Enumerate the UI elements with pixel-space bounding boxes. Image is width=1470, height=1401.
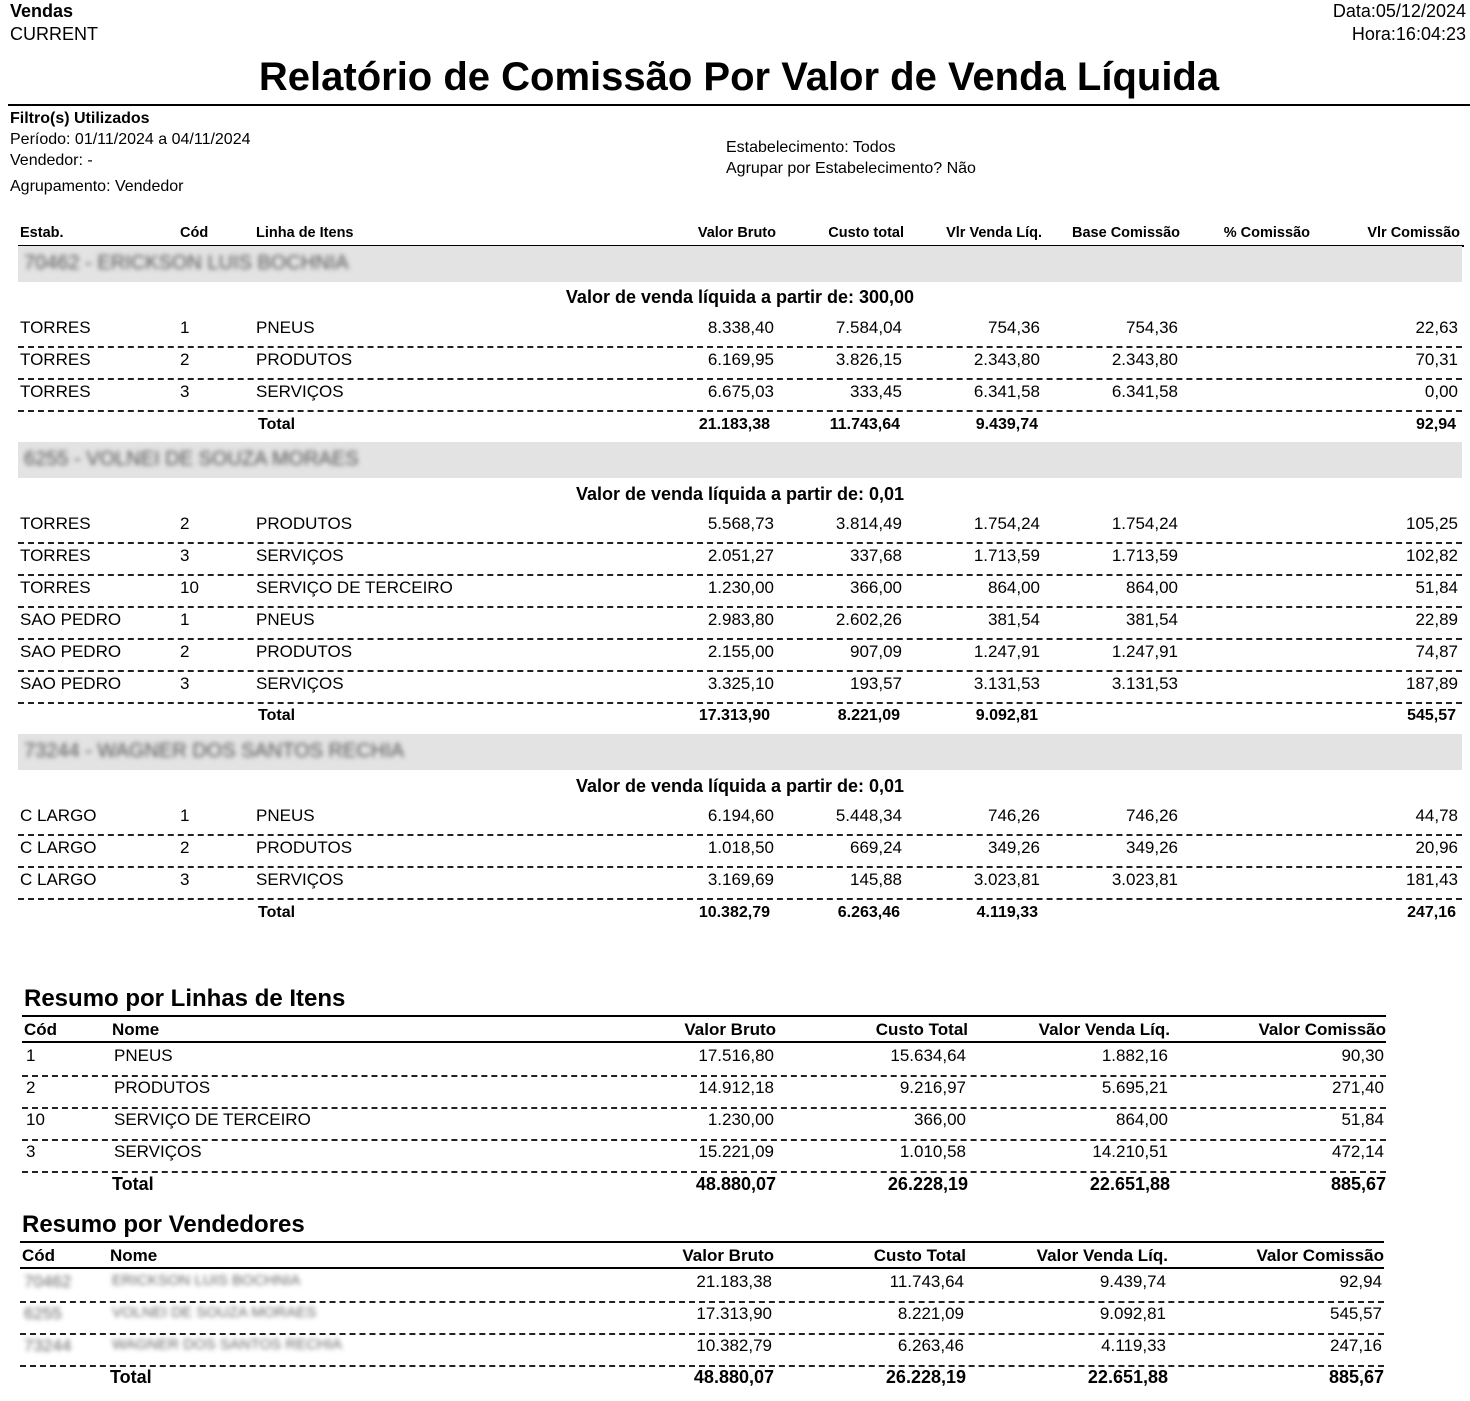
- cell-base: 754,36: [1126, 318, 1178, 337]
- cell-linha: PRODUTOS: [256, 642, 353, 661]
- table-row: [18, 510, 1462, 544]
- cell-custo: 1.010,58: [899, 1142, 966, 1161]
- cell-venda-liq: 5.695,21: [1101, 1078, 1168, 1097]
- cell-comissao: 20,96: [1415, 838, 1458, 857]
- cell-valor-bruto: 3.325,10: [707, 674, 774, 693]
- cell-nome: SERVIÇO DE TERCEIRO: [114, 1110, 311, 1129]
- cell-venda-liq: 746,26: [988, 806, 1040, 825]
- cell-venda-liq: 3.131,53: [973, 674, 1040, 693]
- threshold-label: Valor de venda líquida a partir de: 300,00: [565, 287, 915, 307]
- summary-lines-row: [22, 1107, 1386, 1141]
- cell-comissao: 22,63: [1415, 318, 1458, 337]
- cell-estab: TORRES: [20, 318, 91, 337]
- total-custo: 26.228,19: [885, 1367, 966, 1387]
- col-custo-total: Custo Total: [873, 1246, 966, 1265]
- col-pct-comissao: % Comissão: [1223, 225, 1310, 241]
- cell-valor-bruto: 17.516,80: [698, 1046, 774, 1065]
- report-date: Data:05/12/2024: [1332, 1, 1466, 21]
- cell-valor-bruto: 2.051,27: [707, 546, 774, 565]
- cell-estab: TORRES: [20, 350, 91, 369]
- cell-nome: WAGNER DOS SANTOS RECHIA: [112, 1336, 343, 1353]
- cell-linha: PNEUS: [256, 806, 315, 825]
- cell-valor-bruto: 1.230,00: [707, 1110, 774, 1129]
- col-estab: Estab.: [20, 225, 64, 241]
- col-base-comissao: Base Comissão: [1072, 225, 1180, 241]
- cell-custo: 8.221,09: [897, 1304, 964, 1323]
- cell-venda-liq: 864,00: [1116, 1110, 1168, 1129]
- col-nome: Nome: [110, 1246, 158, 1265]
- filters-heading: Filtro(s) Utilizados: [10, 110, 150, 127]
- summary-sellers-row: [20, 1269, 1384, 1303]
- table-row: [18, 542, 1462, 576]
- cell-custo: 145,88: [850, 870, 902, 889]
- summary-sellers-row: [20, 1301, 1384, 1335]
- total-valor-bruto: 17.313,90: [698, 707, 770, 724]
- cell-valor-bruto: 8.338,40: [707, 318, 774, 337]
- cell-cod: 1: [26, 1046, 36, 1065]
- col-cod: Cód: [24, 1020, 58, 1039]
- table-row: [18, 378, 1462, 412]
- cell-base: 3.023,81: [1111, 870, 1178, 889]
- total-comissao: 545,57: [1407, 707, 1456, 724]
- cell-nome: ERICKSON LUIS BOCHNIA: [112, 1272, 301, 1289]
- col-custo-total: Custo Total: [875, 1020, 968, 1039]
- col-valor-comissao: Valor Comissão: [1256, 1246, 1384, 1265]
- threshold-label: Valor de venda líquida a partir de: 0,01: [575, 776, 905, 796]
- cell-venda-liq: 14.210,51: [1092, 1142, 1168, 1161]
- cell-venda-liq: 1.713,59: [973, 546, 1040, 565]
- cell-custo: 366,00: [850, 578, 902, 597]
- cell-venda-liq: 6.341,58: [973, 382, 1040, 401]
- cell-nome: VOLNEI DE SOUZA MORAES: [112, 1304, 317, 1321]
- summary-lines-total: [22, 1171, 1386, 1203]
- total-label: Total: [112, 1174, 154, 1194]
- cell-nome: PRODUTOS: [114, 1078, 211, 1097]
- cell-custo: 337,68: [850, 546, 902, 565]
- total-label: Total: [258, 707, 296, 724]
- cell-comissao: 0,00: [1424, 382, 1458, 401]
- total-comissao: 92,94: [1415, 416, 1456, 433]
- cell-comissao: 51,84: [1415, 578, 1458, 597]
- cell-custo: 669,24: [850, 838, 902, 857]
- cell-venda-liq: 1.754,24: [973, 514, 1040, 533]
- cell-linha: PRODUTOS: [256, 838, 353, 857]
- table-row: [18, 606, 1462, 640]
- filters-block-right: [726, 137, 976, 179]
- total-valor-bruto: 21.183,38: [698, 416, 770, 433]
- summary-lines-title: Resumo por Linhas de Itens: [24, 985, 346, 1012]
- cell-cod: 2: [180, 838, 190, 857]
- group-total-row: [18, 414, 1462, 442]
- cell-cod: 1: [180, 610, 190, 629]
- cell-nome: SERVIÇOS: [114, 1142, 202, 1161]
- total-venda-liq: 9.092,81: [975, 707, 1038, 724]
- cell-estab: TORRES: [20, 382, 91, 401]
- cell-base: 6.341,58: [1111, 382, 1178, 401]
- total-valor-bruto: 48.880,07: [695, 1174, 776, 1194]
- cell-custo: 7.584,04: [835, 318, 902, 337]
- summary-sellers-row: [20, 1333, 1384, 1367]
- cell-venda-liq: 9.092,81: [1099, 1304, 1166, 1323]
- col-vlr-comissao: Vlr Comissão: [1367, 225, 1460, 241]
- cell-comissao: 90,30: [1341, 1046, 1384, 1065]
- cell-cod: 2: [26, 1078, 36, 1097]
- col-venda-liq: Vlr Venda Líq.: [946, 225, 1042, 241]
- table-row: [18, 346, 1462, 380]
- cell-valor-bruto: 15.221,09: [698, 1142, 774, 1161]
- cell-base: 3.131,53: [1111, 674, 1178, 693]
- table-row: [18, 834, 1462, 868]
- col-valor-bruto: Valor Bruto: [682, 1246, 774, 1265]
- summary-lines-header: [22, 1015, 1386, 1043]
- summary-sellers-title: Resumo por Vendedores: [22, 1211, 305, 1238]
- cell-comissao: 472,14: [1332, 1142, 1384, 1161]
- seller-name: 6255 - VOLNEI DE SOUZA MORAES: [24, 448, 359, 470]
- cell-valor-bruto: 3.169,69: [707, 870, 774, 889]
- cell-estab: TORRES: [20, 578, 91, 597]
- seller-group-header: [18, 734, 1462, 770]
- table-row: [18, 670, 1462, 704]
- cell-linha: SERVIÇOS: [256, 546, 344, 565]
- report-time: Hora:16:04:23: [1351, 24, 1466, 44]
- cell-valor-bruto: 2.983,80: [707, 610, 774, 629]
- filter-periodo: Período: 01/11/2024 a 04/11/2024: [10, 131, 251, 148]
- total-comissao: 885,67: [1328, 1367, 1384, 1387]
- cell-valor-bruto: 6.169,95: [707, 350, 774, 369]
- group-total-row: [18, 902, 1462, 930]
- col-valor-comissao: Valor Comissão: [1258, 1020, 1386, 1039]
- cell-custo: 907,09: [850, 642, 902, 661]
- cell-comissao: 22,89: [1415, 610, 1458, 629]
- cell-estab: SAO PEDRO: [20, 642, 122, 661]
- summary-sellers-total: [20, 1364, 1384, 1396]
- main-table-header: [18, 225, 1464, 247]
- cell-custo: 366,00: [914, 1110, 966, 1129]
- cell-comissao: 102,82: [1406, 546, 1458, 565]
- table-row: [18, 314, 1462, 348]
- summary-lines-row: [22, 1043, 1386, 1077]
- total-comissao: 247,16: [1407, 904, 1456, 921]
- cell-venda-liq: 3.023,81: [973, 870, 1040, 889]
- cell-custo: 3.814,49: [835, 514, 902, 533]
- cell-valor-bruto: 21.183,38: [696, 1272, 772, 1291]
- cell-cod: 3: [180, 382, 190, 401]
- filter-estabelecimento: Estabelecimento: Todos: [726, 139, 896, 156]
- total-label: Total: [258, 904, 296, 921]
- cell-cod: 10: [180, 578, 199, 597]
- cell-cod: 1: [180, 806, 190, 825]
- table-row: [18, 574, 1462, 608]
- total-valor-bruto: 10.382,79: [698, 904, 770, 921]
- total-comissao: 885,67: [1330, 1174, 1386, 1194]
- cell-comissao: 70,31: [1415, 350, 1458, 369]
- title-divider: [8, 104, 1470, 106]
- cell-cod: 6255: [24, 1304, 62, 1323]
- cell-cod: 2: [180, 642, 190, 661]
- cell-venda-liq: 754,36: [988, 318, 1040, 337]
- col-nome: Nome: [112, 1020, 160, 1039]
- cell-custo: 11.743,64: [889, 1272, 964, 1291]
- total-custo: 11.743,64: [829, 416, 900, 433]
- cell-valor-bruto: 1.230,00: [707, 578, 774, 597]
- total-venda-liq: 4.119,33: [976, 904, 1038, 921]
- cell-comissao: 181,43: [1406, 870, 1458, 889]
- cell-estab: C LARGO: [20, 870, 97, 889]
- cell-linha: PNEUS: [256, 610, 315, 629]
- filter-agrupamento: Agrupamento: Vendedor: [10, 178, 184, 195]
- cell-cod: 3: [180, 546, 190, 565]
- cell-nome: PNEUS: [114, 1046, 173, 1065]
- cell-linha: SERVIÇOS: [256, 870, 344, 889]
- cell-venda-liq: 2.343,80: [973, 350, 1040, 369]
- cell-base: 1.247,91: [1111, 642, 1178, 661]
- total-custo: 6.263,46: [837, 904, 900, 921]
- cell-comissao: 545,57: [1330, 1304, 1382, 1323]
- company-name: CURRENT: [10, 24, 98, 44]
- cell-linha: PRODUTOS: [256, 514, 353, 533]
- cell-cod: 73244: [24, 1336, 72, 1355]
- filter-agrupar: Agrupar por Estabelecimento? Não: [726, 160, 976, 177]
- cell-custo: 2.602,26: [835, 610, 902, 629]
- cell-estab: C LARGO: [20, 806, 97, 825]
- cell-cod: 3: [180, 674, 190, 693]
- total-venda-liq: 22.651,88: [1089, 1174, 1170, 1194]
- filter-vendedor: Vendedor: -: [10, 152, 93, 169]
- cell-comissao: 247,16: [1330, 1336, 1382, 1355]
- cell-custo: 333,45: [850, 382, 902, 401]
- col-venda-liq: Valor Venda Líq.: [1038, 1020, 1170, 1039]
- cell-valor-bruto: 14.912,18: [698, 1078, 774, 1097]
- cell-base: 349,26: [1126, 838, 1178, 857]
- cell-venda-liq: 1.247,91: [973, 642, 1040, 661]
- col-venda-liq: Valor Venda Líq.: [1036, 1246, 1168, 1265]
- cell-cod: 2: [180, 514, 190, 533]
- total-label: Total: [258, 416, 296, 433]
- col-custo-total: Custo total: [828, 225, 904, 241]
- col-cod: Cód: [22, 1246, 56, 1265]
- cell-cod: 10: [26, 1110, 45, 1129]
- col-valor-bruto: Valor Bruto: [697, 225, 776, 241]
- cell-estab: TORRES: [20, 546, 91, 565]
- threshold-label: Valor de venda líquida a partir de: 0,01: [575, 484, 905, 504]
- cell-cod: 3: [180, 870, 190, 889]
- seller-group-header: [18, 442, 1462, 478]
- cell-venda-liq: 9.439,74: [1099, 1272, 1166, 1291]
- cell-venda-liq: 4.119,33: [1101, 1336, 1166, 1355]
- cell-valor-bruto: 6.194,60: [707, 806, 774, 825]
- module-name: Vendas: [10, 1, 74, 21]
- cell-cod: 70462: [24, 1272, 72, 1291]
- cell-base: 381,54: [1126, 610, 1178, 629]
- cell-linha: PRODUTOS: [256, 350, 353, 369]
- cell-custo: 193,57: [850, 674, 902, 693]
- total-label: Total: [110, 1367, 152, 1387]
- summary-sellers-header: [20, 1241, 1384, 1269]
- col-cod: Cód: [180, 225, 209, 241]
- report-header-right: [1333, 0, 1466, 46]
- cell-estab: SAO PEDRO: [20, 610, 122, 629]
- cell-valor-bruto: 2.155,00: [707, 642, 774, 661]
- group-total-row: [18, 705, 1462, 733]
- cell-valor-bruto: 1.018,50: [707, 838, 774, 857]
- cell-valor-bruto: 5.568,73: [707, 514, 774, 533]
- total-venda-liq: 9.439,74: [975, 416, 1038, 433]
- filters-block: [10, 108, 251, 197]
- cell-cod: 1: [180, 318, 190, 337]
- cell-valor-bruto: 6.675,03: [707, 382, 774, 401]
- cell-linha: SERVIÇO DE TERCEIRO: [256, 578, 453, 597]
- table-row: [18, 802, 1462, 836]
- seller-name: 70462 - ERICKSON LUIS BOCHNIA: [24, 252, 349, 274]
- total-venda-liq: 22.651,88: [1087, 1367, 1168, 1387]
- cell-custo: 5.448,34: [835, 806, 902, 825]
- table-row: [18, 866, 1462, 900]
- cell-comissao: 271,40: [1332, 1078, 1384, 1097]
- cell-estab: SAO PEDRO: [20, 674, 122, 693]
- summary-lines-row: [22, 1075, 1386, 1109]
- cell-venda-liq: 349,26: [988, 838, 1040, 857]
- report-title: Relatório de Comissão Por Valor de Venda Líquida: [258, 55, 1220, 99]
- cell-venda-liq: 1.882,16: [1101, 1046, 1168, 1065]
- cell-comissao: 44,78: [1415, 806, 1458, 825]
- cell-cod: 2: [180, 350, 190, 369]
- cell-estab: C LARGO: [20, 838, 97, 857]
- total-custo: 8.221,09: [837, 707, 900, 724]
- cell-venda-liq: 864,00: [988, 578, 1040, 597]
- cell-base: 864,00: [1126, 578, 1178, 597]
- total-custo: 26.228,19: [887, 1174, 968, 1194]
- cell-estab: TORRES: [20, 514, 91, 533]
- cell-comissao: 187,89: [1406, 674, 1458, 693]
- seller-name: 73244 - WAGNER DOS SANTOS RECHIA: [24, 740, 405, 762]
- cell-custo: 15.634,64: [890, 1046, 966, 1065]
- cell-linha: PNEUS: [256, 318, 315, 337]
- cell-base: 746,26: [1126, 806, 1178, 825]
- cell-custo: 9.216,97: [899, 1078, 966, 1097]
- cell-base: 2.343,80: [1111, 350, 1178, 369]
- cell-base: 1.754,24: [1111, 514, 1178, 533]
- report-header-left: [10, 0, 98, 46]
- cell-linha: SERVIÇOS: [256, 382, 344, 401]
- table-row: [18, 638, 1462, 672]
- total-valor-bruto: 48.880,07: [693, 1367, 774, 1387]
- cell-base: 1.713,59: [1111, 546, 1178, 565]
- cell-valor-bruto: 10.382,79: [696, 1336, 772, 1355]
- seller-group-header: [18, 246, 1462, 282]
- cell-comissao: 92,94: [1339, 1272, 1382, 1291]
- cell-linha: SERVIÇOS: [256, 674, 344, 693]
- summary-lines-row: [22, 1139, 1386, 1173]
- cell-cod: 3: [26, 1142, 36, 1161]
- cell-custo: 6.263,46: [897, 1336, 964, 1355]
- cell-comissao: 74,87: [1415, 642, 1458, 661]
- cell-comissao: 105,25: [1406, 514, 1458, 533]
- cell-venda-liq: 381,54: [988, 610, 1040, 629]
- cell-comissao: 51,84: [1341, 1110, 1384, 1129]
- col-valor-bruto: Valor Bruto: [684, 1020, 776, 1039]
- cell-valor-bruto: 17.313,90: [696, 1304, 772, 1323]
- cell-custo: 3.826,15: [835, 350, 902, 369]
- col-linha: Linha de Itens: [256, 225, 354, 241]
